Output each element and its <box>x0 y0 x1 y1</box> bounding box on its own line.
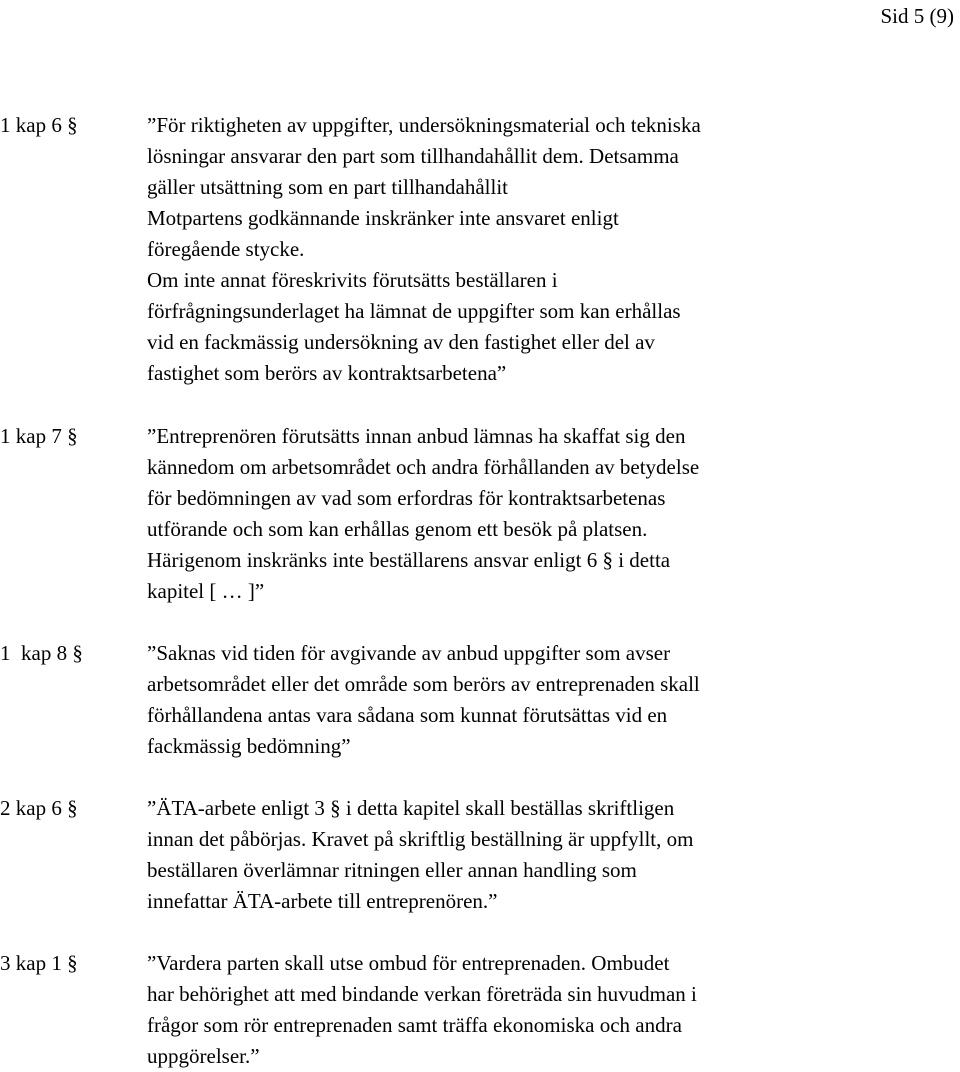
text-line: Härigenom inskränks inte beställarens ansvar enligt 6 § i detta <box>147 548 671 572</box>
quoted-text <box>147 793 947 917</box>
quoted-text <box>147 948 947 1072</box>
text-line: förhållandena antas vara sådana som kunnat förutsättas vid en <box>147 703 668 727</box>
text-line: uppgörelser.” <box>147 1044 260 1068</box>
quoted-text <box>147 638 947 762</box>
text-line: innefattar ÄTA-arbete till entreprenören.” <box>147 889 498 913</box>
quoted-text <box>147 110 947 389</box>
text-line: fastighet som berörs av kontraktsarbetena” <box>147 361 507 385</box>
section-reference: 2 kap 6 § <box>0 796 78 820</box>
page-number: Sid 5 (9) <box>880 4 954 28</box>
text-line: lösningar ansvarar den part som tillhandahållit dem. Detsamma <box>147 144 679 168</box>
text-line: ”Vardera parten skall utse ombud för entreprenaden. Ombudet <box>147 951 670 975</box>
text-line: ”Entreprenören förutsätts innan anbud lämnas ha skaffat sig den <box>147 424 686 448</box>
text-line: fackmässig bedömning” <box>147 734 351 758</box>
section-reference: 1 kap 7 § <box>0 424 78 448</box>
text-line: ”ÄTA-arbete enligt 3 § i detta kapitel skall beställas skriftligen <box>147 796 675 820</box>
section-reference: 3 kap 1 § <box>0 951 78 975</box>
text-line: för bedömningen av vad som erfordras för kontraktsarbetenas <box>147 486 666 510</box>
text-line: kapitel [ … ]” <box>147 579 265 603</box>
text-line: gäller utsättning som en part tillhandahållit <box>147 175 508 199</box>
section-reference: 1 kap 8 § <box>0 641 83 665</box>
text-line: föregående stycke. <box>147 237 305 261</box>
text-line: arbetsområdet eller det område som berörs av entreprenaden skall <box>147 672 700 696</box>
quoted-text <box>147 421 947 607</box>
text-line: har behörighet att med bindande verkan företräda sin huvudman i <box>147 982 697 1006</box>
section-reference: 1 kap 6 § <box>0 113 78 137</box>
text-line: förfrågningsunderlaget ha lämnat de uppgifter som kan erhållas <box>147 299 681 323</box>
text-line: ”Saknas vid tiden för avgivande av anbud uppgifter som avser <box>147 641 671 665</box>
text-line: Om inte annat föreskrivits förutsätts beställaren i <box>147 268 558 292</box>
text-line: utförande och som kan erhållas genom ett besök på platsen. <box>147 517 648 541</box>
text-line: beställaren överlämnar ritningen eller annan handling som <box>147 858 637 882</box>
text-line: ”För riktigheten av uppgifter, undersökningsmaterial och tekniska <box>147 113 701 137</box>
text-line: vid en fackmässig undersökning av den fastighet eller del av <box>147 330 655 354</box>
text-line: kännedom om arbetsområdet och andra förhållanden av betydelse <box>147 455 700 479</box>
text-line: innan det påbörjas. Kravet på skriftlig beställning är uppfyllt, om <box>147 827 694 851</box>
text-line: Motpartens godkännande inskränker inte ansvaret enligt <box>147 206 619 230</box>
text-line: frågor som rör entreprenaden samt träffa ekonomiska och andra <box>147 1013 682 1037</box>
